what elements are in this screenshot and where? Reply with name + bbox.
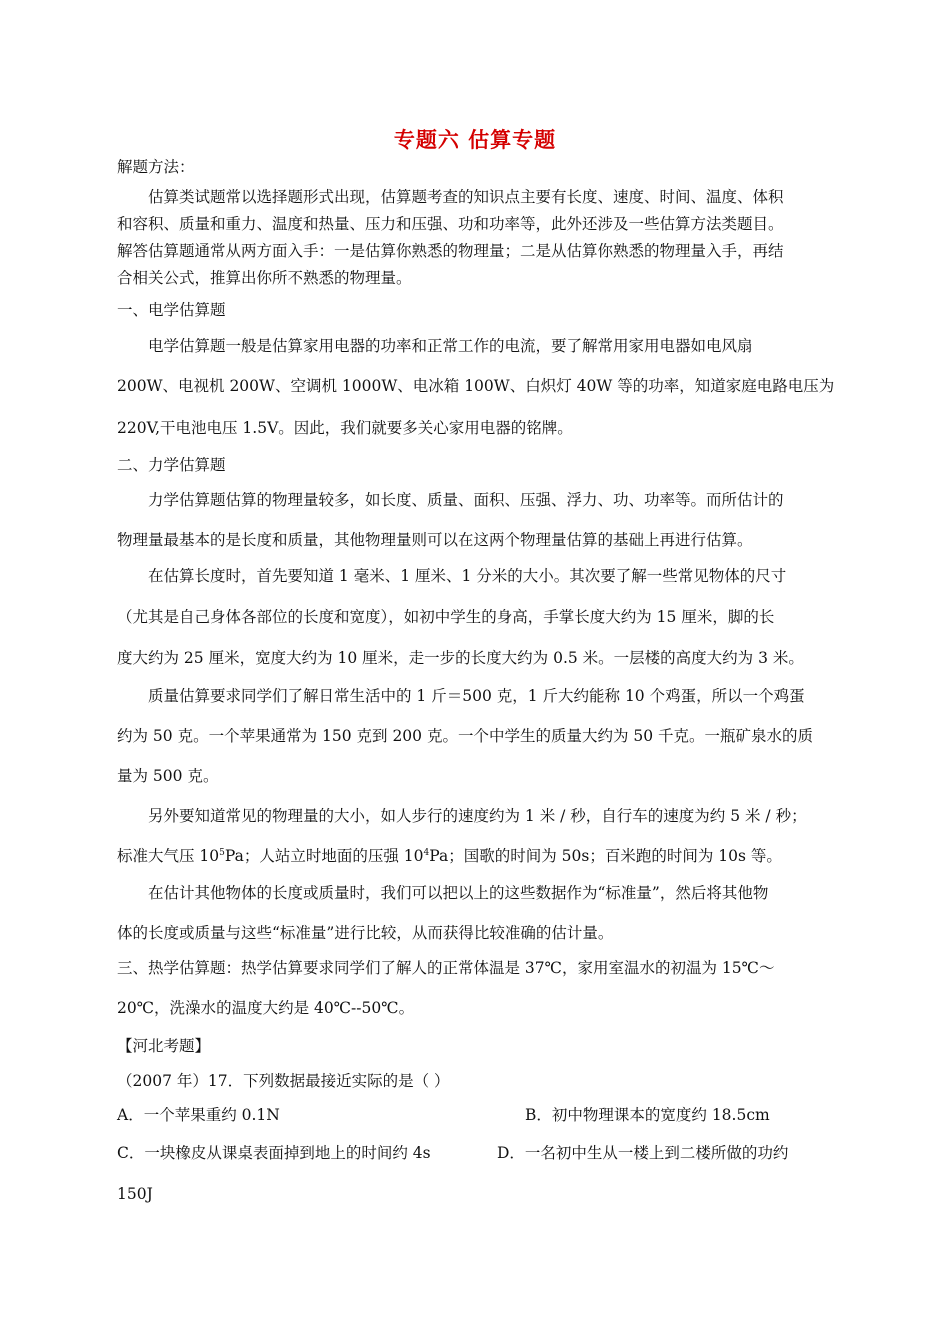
section-heading-electric: 一、电学估算题	[117, 301, 226, 319]
mechanics-line: 在估计其他物体的长度或质量时，我们可以把以上的这些数据作为“标准量”，然后将其他物	[148, 884, 769, 902]
section-heading-mechanics: 二、力学估算题	[117, 456, 226, 474]
mechanics-line: 量为 500 克。	[117, 767, 219, 785]
pressure-text: Pa；人站立时地面的压强 10	[224, 847, 424, 865]
exponent: 4	[423, 848, 430, 858]
mechanics-line: 约为 50 克。一个苹果通常为 150 克到 200 克。一个中学生的质量大约为 50 千克。一瓶矿泉水的质	[117, 727, 814, 745]
page-title: 专题六 估算专题	[393, 128, 557, 152]
pressure-text: Pa；国歌的时间为 50s；百米跑的时间为 10s 等。	[429, 847, 782, 865]
pressure-text: 标准大气压 10	[117, 847, 220, 865]
mechanics-line: 物理量最基本的是长度和质量，其他物理量则可以在这两个物理量估算的基础上再进行估算。	[117, 531, 753, 549]
intro-line: 解答估算题通常从两方面入手：一是估算你熟悉的物理量；二是从估算你熟悉的物理量入手，再结	[117, 242, 784, 260]
thermal-line: 20℃，洗澡水的温度大约是 40℃--50℃。	[117, 999, 415, 1017]
option-d: D．一名初中生从一楼上到二楼所做的功约	[497, 1144, 789, 1162]
mechanics-line: （尤其是自己身体各部位的长度和宽度），如初中学生的身高，手掌长度大约为 15 厘米，脚的长	[117, 608, 775, 626]
question-text: （2007 年）17．下列数据最接近实际的是（ ）	[117, 1072, 450, 1090]
thermal-line: 三、热学估算题：热学估算要求同学们了解人的正常体温是 37℃，家用室温水的初温为 15℃～	[117, 959, 775, 977]
electric-line: 220V,干电池电压 1.5V。因此，我们就要多关心家用电器的铭牌。	[117, 419, 573, 437]
exam-heading: 【河北考题】	[117, 1037, 211, 1055]
option-a: A．一个苹果重约 0.1N	[117, 1106, 280, 1124]
electric-line: 电学估算题一般是估算家用电器的功率和正常工作的电流，要了解常用家用电器如电风扇	[148, 337, 753, 355]
mechanics-line: 另外要知道常见的物理量的大小，如人步行的速度约为 1 米 / 秒，自行车的速度为约 5 米 / 秒；	[148, 807, 807, 825]
option-c: C．一块橡皮从课桌表面掉到地上的时间约 4s	[117, 1144, 431, 1162]
mechanics-line: 力学估算题估算的物理量较多，如长度、质量、面积、压强、浮力、功、功率等。而所估计的	[148, 491, 784, 509]
exponent: 5	[219, 848, 225, 858]
electric-line: 200W、电视机 200W、空调机 1000W、电冰箱 100W、白炽灯 40W 等的功率，知道家庭电路电压为	[117, 377, 835, 395]
option-b: B．初中物理课本的宽度约 18.5cm	[525, 1106, 770, 1124]
intro-line: 合相关公式，推算出你所不熟悉的物理量。	[117, 269, 412, 287]
intro-line: 估算类试题常以选择题形式出现，估算题考查的知识点主要有长度、速度、时间、温度、体积	[148, 188, 784, 206]
method-label: 解题方法：	[117, 158, 195, 176]
mechanics-line: 质量估算要求同学们了解日常生活中的 1 斤＝500 克，1 斤大约能称 10 个鸡蛋，所以一个鸡蛋	[148, 687, 805, 705]
option-d-continued: 150J	[117, 1185, 153, 1203]
pressure-line	[117, 846, 782, 866]
mechanics-line: 在估算长度时，首先要知道 1 毫米、1 厘米、1 分米的大小。其次要了解一些常见物体的尺寸	[148, 567, 787, 585]
intro-line: 和容积、质量和重力、温度和热量、压力和压强、功和功率等，此外还涉及一些估算方法类题目。	[117, 215, 784, 233]
mechanics-line: 体的长度或质量与这些“标准量”进行比较，从而获得比较准确的估计量。	[117, 924, 614, 942]
mechanics-line: 度大约为 25 厘米，宽度大约为 10 厘米，走一步的长度大约为 0.5 米。一层楼的高度大约为 3 米。	[117, 649, 804, 667]
